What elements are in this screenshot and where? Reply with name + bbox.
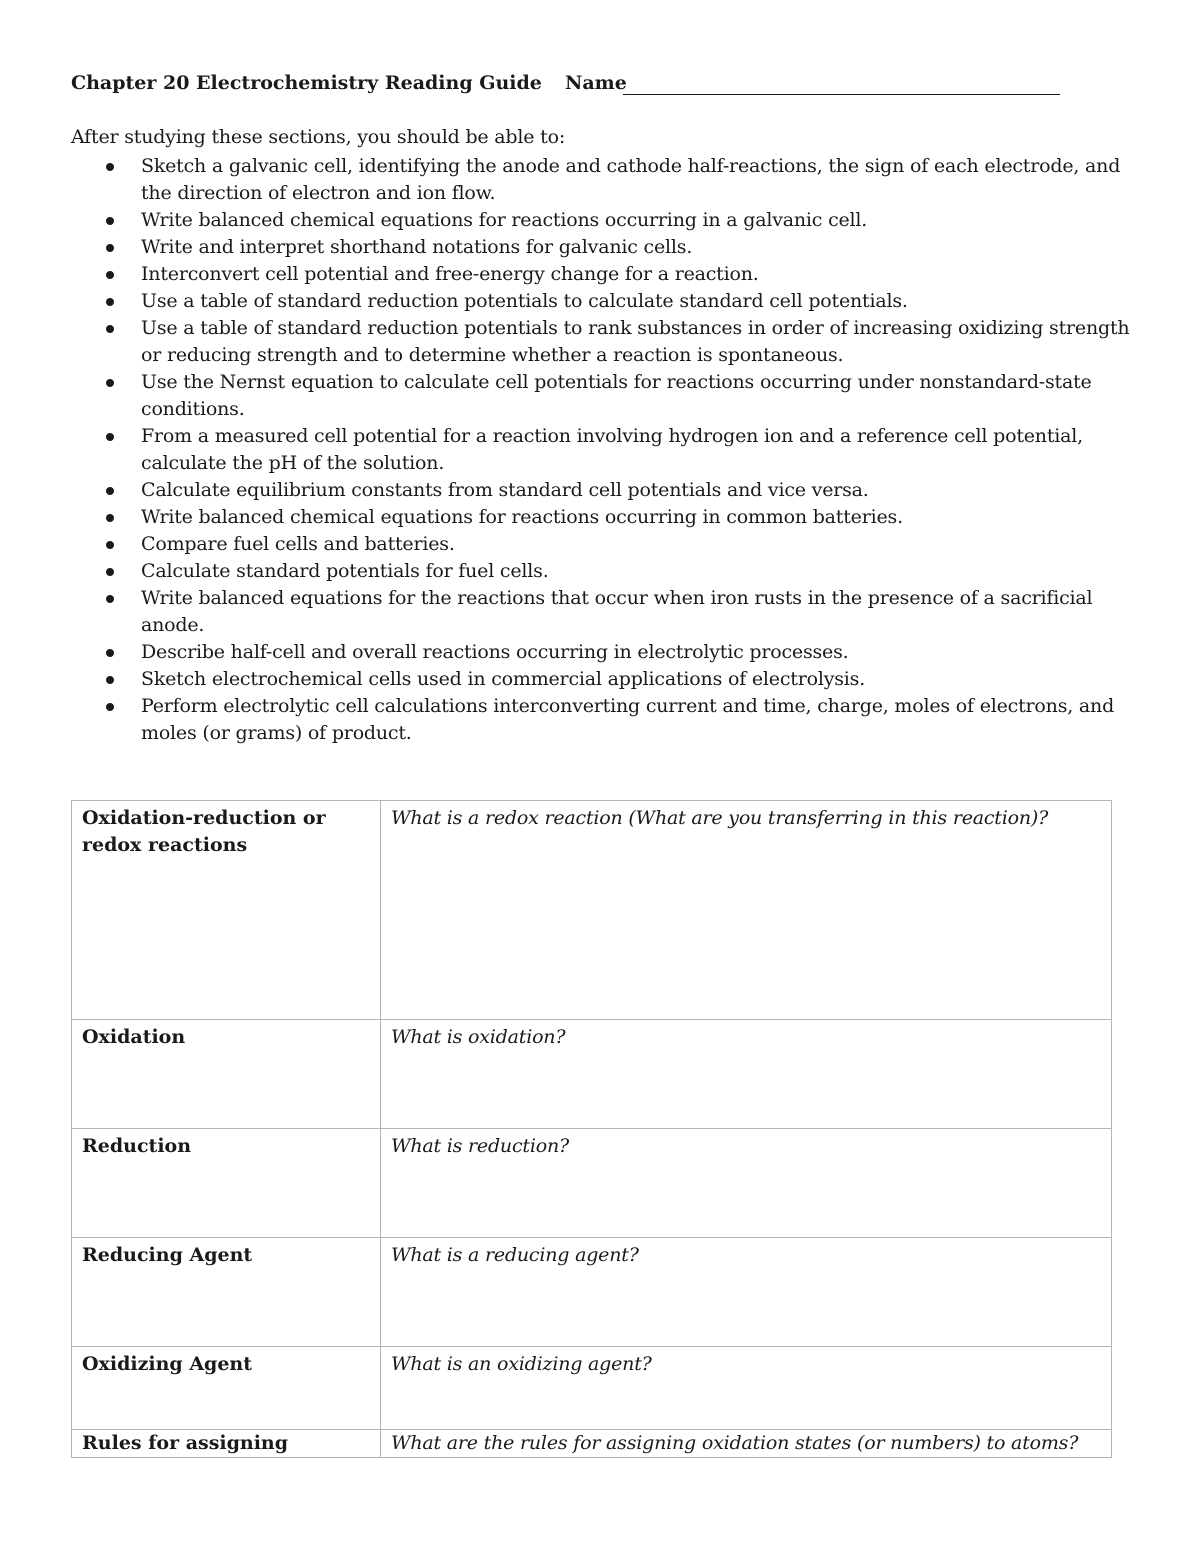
- objectives-list: [71, 153, 1131, 747]
- objective-text: Write balanced chemical equations for reactions occurring in common batteries.: [141, 506, 903, 528]
- name-label: Name: [565, 72, 627, 94]
- objective-item: [71, 477, 1131, 504]
- objective-item: [71, 369, 1131, 423]
- objective-item: [71, 639, 1131, 666]
- bullet-icon: [106, 487, 114, 495]
- objective-item: [71, 207, 1131, 234]
- table-row: [72, 1430, 1112, 1458]
- objective-item: [71, 693, 1131, 747]
- bullet-icon: [106, 541, 114, 549]
- answer-cell[interactable]: What is a redox reaction (What are you transferring in this reaction)?: [381, 801, 1112, 1020]
- answer-cell[interactable]: What is a reducing agent?: [381, 1238, 1112, 1347]
- bullet-icon: [106, 514, 114, 522]
- bullet-icon: [106, 325, 114, 333]
- objective-item: [71, 504, 1131, 531]
- table-row: [72, 1347, 1112, 1430]
- objective-item: [71, 585, 1131, 639]
- objective-text: Write balanced chemical equations for reactions occurring in a galvanic cell.: [141, 209, 868, 231]
- bullet-icon: [106, 595, 114, 603]
- objective-text: Use a table of standard reduction potentials to rank substances in order of increasing oxidizing strength or reducing strength and to determine whether a reaction is spontaneous.: [141, 317, 1130, 366]
- table-row: [72, 1020, 1112, 1129]
- objective-text: Calculate equilibrium constants from standard cell potentials and vice versa.: [141, 479, 869, 501]
- bullet-icon: [106, 433, 114, 441]
- answer-cell[interactable]: What is reduction?: [381, 1129, 1112, 1238]
- objective-item: [71, 261, 1131, 288]
- objective-text: Calculate standard potentials for fuel cells.: [141, 560, 549, 582]
- bullet-icon: [106, 676, 114, 684]
- objective-item: [71, 423, 1131, 477]
- objective-item: [71, 531, 1131, 558]
- bullet-icon: [106, 271, 114, 279]
- answer-cell[interactable]: What is an oxidizing agent?: [381, 1347, 1112, 1430]
- objective-text: Write and interpret shorthand notations for galvanic cells.: [141, 236, 693, 258]
- objective-item: [71, 558, 1131, 585]
- objective-item: [71, 315, 1131, 369]
- bullet-icon: [106, 244, 114, 252]
- objective-text: Write balanced equations for the reactions that occur when iron rusts in the presence of a sacrificial anode.: [141, 587, 1093, 636]
- bullet-icon: [106, 163, 114, 171]
- bullet-icon: [106, 703, 114, 711]
- worksheet-title: Chapter 20 Electrochemistry Reading Guide: [71, 72, 542, 94]
- objective-text: Compare fuel cells and batteries.: [141, 533, 455, 555]
- answer-cell[interactable]: What are the rules for assigning oxidation states (or numbers) to atoms?: [381, 1430, 1112, 1458]
- objectives-intro: After studying these sections, you should be able to:: [71, 126, 566, 148]
- objective-text: From a measured cell potential for a reaction involving hydrogen ion and a reference cell potential, calculate the pH of the solution.: [141, 425, 1083, 474]
- objective-item: [71, 234, 1131, 261]
- table-row: [72, 1238, 1112, 1347]
- bullet-icon: [106, 379, 114, 387]
- name-blank-line[interactable]: [623, 94, 1060, 95]
- objective-text: Describe half-cell and overall reactions occurring in electrolytic processes.: [141, 641, 849, 663]
- table-row: [72, 1129, 1112, 1238]
- objective-text: Interconvert cell potential and free-energy change for a reaction.: [141, 263, 759, 285]
- term-cell: Oxidation: [72, 1020, 381, 1129]
- term-cell: Rules for assigning: [72, 1430, 381, 1458]
- answer-cell[interactable]: What is oxidation?: [381, 1020, 1112, 1129]
- table-row: [72, 801, 1112, 1020]
- reading-guide-table: [71, 800, 1112, 1458]
- objective-item: [71, 288, 1131, 315]
- term-cell: Oxidizing Agent: [72, 1347, 381, 1430]
- term-cell: Reduction: [72, 1129, 381, 1238]
- objective-text: Use the Nernst equation to calculate cell potentials for reactions occurring under nonstandard-state conditions.: [141, 371, 1092, 420]
- objective-text: Use a table of standard reduction potentials to calculate standard cell potentials.: [141, 290, 908, 312]
- bullet-icon: [106, 298, 114, 306]
- objective-text: Sketch a galvanic cell, identifying the anode and cathode half-reactions, the sign of each electrode, and the direction of electron and ion flow.: [141, 155, 1121, 204]
- bullet-icon: [106, 217, 114, 225]
- term-cell: Oxidation-reduction or redox reactions: [72, 801, 381, 1020]
- objective-item: [71, 666, 1131, 693]
- term-cell: Reducing Agent: [72, 1238, 381, 1347]
- bullet-icon: [106, 649, 114, 657]
- worksheet-header: [71, 72, 1071, 102]
- objective-text: Sketch electrochemical cells used in commercial applications of electrolysis.: [141, 668, 866, 690]
- bullet-icon: [106, 568, 114, 576]
- objective-text: Perform electrolytic cell calculations interconverting current and time, charge, moles of electrons, and moles (or grams) of product.: [141, 695, 1115, 744]
- objective-item: [71, 153, 1131, 207]
